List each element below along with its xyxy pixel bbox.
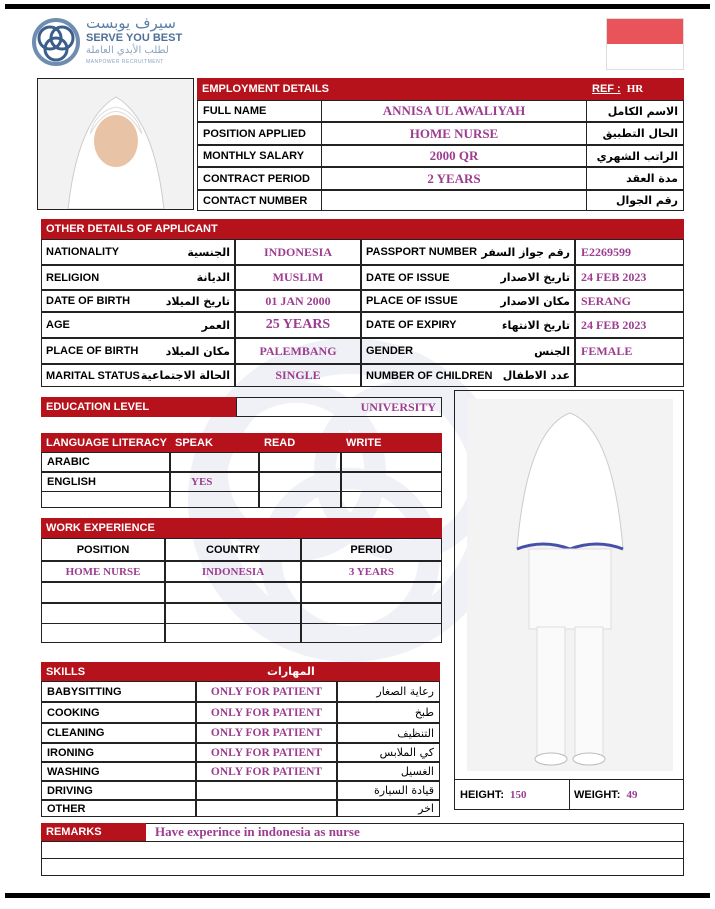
skill-value	[196, 781, 337, 800]
language-cell	[341, 472, 442, 492]
other-left-label: NATIONALITY	[46, 246, 120, 258]
work-column-header: POSITION	[41, 538, 165, 561]
logo-name: SERVE YOU BEST	[86, 32, 183, 44]
work-cell	[41, 582, 165, 603]
other-right-label: DATE OF ISSUE	[366, 271, 450, 284]
language-cell: ENGLISH	[41, 472, 170, 492]
language-header: READ	[259, 433, 341, 452]
remarks-line-1	[41, 841, 684, 842]
other-left-label-ar: الجنسية	[187, 245, 230, 259]
other-right-value: SERANG	[575, 290, 684, 312]
work-column-header: COUNTRY	[165, 538, 301, 561]
skill-value	[196, 800, 337, 817]
company-logo	[30, 14, 200, 72]
language-cell	[41, 491, 170, 508]
top-border	[5, 4, 710, 9]
work-cell	[165, 623, 301, 643]
skill-label: COOKING	[41, 702, 196, 723]
other-left-value: INDONESIA	[235, 239, 361, 265]
other-left-label: PLACE OF BIRTH	[46, 345, 139, 357]
skills-header-ar: المهارات	[262, 662, 440, 681]
other-right-label: PASSPORT NUMBER	[366, 246, 478, 258]
bottom-border	[5, 893, 710, 898]
other-left-value: PALEMBANG	[235, 338, 361, 364]
work-cell	[165, 582, 301, 603]
other-right-value: 24 FEB 2023	[575, 312, 684, 338]
other-details-header-right	[361, 219, 684, 239]
other-left-value: 25 YEARS	[235, 312, 361, 338]
work-cell	[301, 603, 442, 624]
other-right-label-ar: تاريخ الاصدار	[500, 271, 570, 284]
other-left-label: MARITAL STATUS	[46, 369, 140, 382]
language-cell	[341, 491, 442, 508]
employment-value: ANNISA UL AWALIYAH	[321, 100, 587, 122]
other-right-label-ar: تاريخ الانتهاء	[501, 318, 570, 332]
skill-label: IRONING	[41, 743, 196, 762]
skill-label-ar: كي الملابس	[337, 743, 440, 762]
other-right-label: GENDER	[366, 345, 414, 357]
height-label: HEIGHT:	[460, 789, 504, 801]
employment-header: EMPLOYMENT DETAILS	[197, 78, 587, 100]
skill-label-ar: رعاية الصغار	[337, 681, 440, 702]
work-cell: 3 YEARS	[301, 561, 442, 582]
ref-value: HR	[626, 83, 644, 95]
skill-label: BABYSITTING	[41, 681, 196, 702]
language-cell: ARABIC	[41, 452, 170, 472]
other-left-value: 01 JAN 2000	[235, 290, 361, 312]
weight-value: 49	[626, 789, 638, 801]
work-column-header: PERIOD	[301, 538, 442, 561]
remarks-label: REMARKS	[41, 823, 146, 841]
remarks-line-2	[41, 858, 684, 859]
employment-label-ar: الحال التطبيق	[586, 122, 684, 145]
other-right-value: FEMALE	[575, 338, 684, 364]
work-experience-header: WORK EXPERIENCE	[41, 518, 242, 538]
skill-label-ar: الغسيل	[337, 762, 440, 781]
work-cell	[41, 603, 165, 624]
education-value: UNIVERSITY	[236, 397, 442, 417]
employment-label: MONTHLY SALARY	[197, 145, 322, 167]
employment-label: FULL NAME	[197, 100, 322, 122]
other-left-value: SINGLE	[235, 364, 361, 387]
logo-icon	[30, 16, 82, 68]
language-header: LANGUAGE LITERACY	[41, 433, 170, 452]
height-cell	[455, 780, 569, 810]
other-left-label-ar: العمر	[201, 318, 230, 332]
language-cell	[259, 491, 341, 508]
skill-value: ONLY FOR PATIENT	[196, 743, 337, 762]
logo-tagline-ar: لطلب الأيدي العاملة	[86, 45, 169, 56]
other-left-label-ar: الديانة	[196, 271, 230, 284]
employment-value	[321, 190, 587, 211]
language-cell	[341, 452, 442, 472]
portrait-icon	[38, 79, 193, 209]
other-right-label-ar: مكان الاصدار	[500, 294, 570, 308]
employment-label-ar: الراتب الشهري	[586, 145, 684, 167]
work-cell: HOME NURSE	[41, 561, 165, 582]
remarks-value: Have experince in indonesia as nurse	[155, 824, 360, 839]
skill-label-ar: التنظيف	[337, 723, 440, 743]
skill-value: ONLY FOR PATIENT	[196, 762, 337, 781]
work-cell	[41, 623, 165, 643]
other-right-label-ar: عدد الاطفال	[502, 369, 570, 382]
other-left-label-ar: الحالة الاجتماعية	[140, 369, 230, 382]
language-cell	[259, 452, 341, 472]
other-left-label: AGE	[46, 319, 70, 331]
work-cell	[165, 603, 301, 624]
skills-header: SKILLS	[41, 662, 262, 681]
ref-cell	[587, 78, 684, 100]
other-right-label-ar: رقم جواز السفر	[481, 245, 570, 259]
skill-label-ar: قيادة السيارة	[337, 781, 440, 800]
employment-label: CONTACT NUMBER	[197, 190, 322, 211]
logo-tagline: MANPOWER RECRUITMENT	[86, 59, 164, 65]
employment-value: 2 YEARS	[321, 167, 587, 190]
portrait-photo	[37, 78, 194, 210]
skill-value: ONLY FOR PATIENT	[196, 723, 337, 743]
employment-label: POSITION APPLIED	[197, 122, 322, 145]
skill-label: OTHER	[41, 800, 196, 817]
skill-label-ar: طبخ	[337, 702, 440, 723]
skill-label: DRIVING	[41, 781, 196, 800]
logo-arabic: سيرف يوبست	[86, 14, 176, 32]
full-body-photo-frame	[454, 390, 684, 810]
skill-label: WASHING	[41, 762, 196, 781]
other-left-label-ar: مكان الميلاد	[165, 344, 230, 358]
other-right-label-ar: الجنس	[534, 344, 570, 358]
other-right-label: DATE OF EXPIRY	[366, 319, 457, 331]
other-left-label-ar: تاريخ الميلاد	[165, 294, 230, 308]
weight-label: WEIGHT:	[574, 789, 621, 801]
education-label: EDUCATION LEVEL	[41, 397, 236, 417]
work-cell	[301, 623, 442, 643]
language-header: WRITE	[341, 433, 442, 452]
language-cell	[170, 491, 259, 508]
work-experience-header-right	[242, 518, 442, 538]
language-cell	[170, 452, 259, 472]
employment-label-ar: مدة العقد	[586, 167, 684, 190]
work-cell	[301, 582, 442, 603]
other-right-label: PLACE OF ISSUE	[366, 295, 458, 307]
indonesia-flag	[606, 18, 684, 70]
skill-value: ONLY FOR PATIENT	[196, 681, 337, 702]
weight-cell	[569, 780, 683, 810]
other-right-label: NUMBER OF CHILDREN	[366, 369, 493, 382]
height-value: 150	[510, 789, 527, 801]
language-cell	[259, 472, 341, 492]
other-right-value: E2269599	[575, 239, 684, 265]
skill-label: CLEANING	[41, 723, 196, 743]
language-header: SPEAK	[170, 433, 259, 452]
ref-label: REF :	[592, 83, 621, 95]
employment-label-ar: رقم الجوال	[586, 190, 684, 211]
skill-value: ONLY FOR PATIENT	[196, 702, 337, 723]
work-cell: INDONESIA	[165, 561, 301, 582]
other-left-value: MUSLIM	[235, 265, 361, 290]
employment-value: HOME NURSE	[321, 122, 587, 145]
employment-label: CONTRACT PERIOD	[197, 167, 322, 190]
other-right-value: 24 FEB 2023	[575, 265, 684, 290]
other-details-header: OTHER DETAILS OF APPLICANT	[41, 219, 361, 239]
language-cell: YES	[170, 472, 259, 492]
full-body-photo	[467, 399, 673, 771]
other-left-label: DATE OF BIRTH	[46, 295, 131, 307]
employment-label-ar: الاسم الكامل	[586, 100, 684, 122]
other-right-value	[575, 364, 684, 387]
skill-label-ar: اخر	[337, 800, 440, 817]
employment-value: 2000 QR	[321, 145, 587, 167]
other-left-label: RELIGION	[46, 271, 100, 284]
